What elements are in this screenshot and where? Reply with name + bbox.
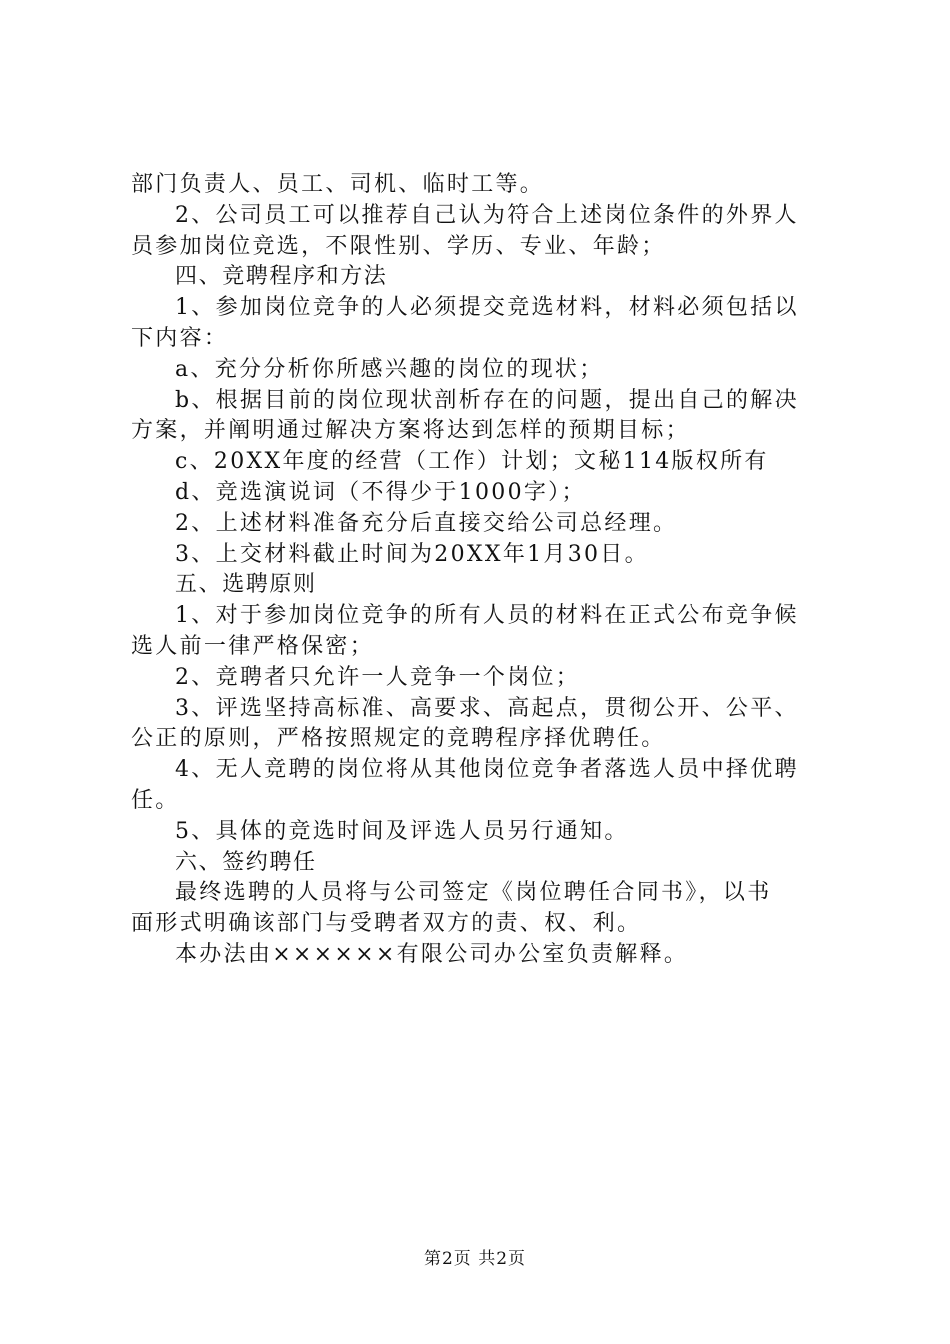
paragraph-line: 3、上交材料截止时间为20XX年1月30日。	[175, 541, 649, 567]
paragraph-line: 3、评选坚持高标准、高要求、高起点，贯彻公开、公平、	[175, 695, 799, 721]
section-heading: 六、签约聘任	[175, 849, 317, 875]
section-heading: 五、选聘原则	[175, 572, 317, 598]
paragraph-line: 下内容：	[131, 325, 229, 351]
paragraph-line: 1、参加岗位竞争的人必须提交竞选材料，材料必须包括以	[175, 295, 799, 321]
paragraph-line: 5、具体的竞选时间及评选人员另行通知。	[175, 818, 629, 844]
paragraph-line: 本办法由××××××有限公司办公室负责解释。	[175, 941, 689, 967]
paragraph-line: 2、上述材料准备充分后直接交给公司总经理。	[175, 510, 678, 536]
paragraph-line: 员参加岗位竞选，不限性别、学历、专业、年龄；	[131, 233, 666, 259]
paragraph-line: 公正的原则，严格按照规定的竞聘程序择优聘任。	[131, 726, 666, 752]
paragraph-line: c、20XX年度的经营（工作）计划；文秘114版权所有	[175, 449, 769, 475]
paragraph-line: 2、公司员工可以推荐自己认为符合上述岗位条件的外界人	[175, 202, 799, 228]
paragraph-line: d、竞选演说词（不得少于1000字）；	[175, 479, 586, 505]
paragraph-line: 2、竞聘者只允许一人竞争一个岗位；	[175, 664, 581, 690]
page-number-footer: 第2页 共2页	[423, 1249, 527, 1269]
document-body	[131, 170, 831, 971]
paragraph-line: 最终选聘的人员将与公司签定《岗位聘任合同书》，以书	[175, 880, 772, 906]
paragraph-line: 方案，并阐明通过解决方案将达到怎样的预期目标；	[131, 418, 690, 444]
paragraph-line: b、根据目前的岗位现状剖析存在的问题，提出自己的解决	[175, 387, 799, 413]
paragraph-line: 4、无人竞聘的岗位将从其他岗位竞争者落选人员中择优聘	[175, 757, 799, 783]
section-heading: 四、竞聘程序和方法	[175, 264, 388, 290]
paragraph-line: 1、对于参加岗位竞争的所有人员的材料在正式公布竞争候	[175, 603, 799, 629]
paragraph-line: a、充分分析你所感兴趣的岗位的现状；	[175, 356, 604, 382]
paragraph-line: 选人前一律严格保密；	[131, 633, 375, 659]
paragraph-line: 面形式明确该部门与受聘者双方的责、权、利。	[131, 911, 642, 937]
paragraph-line: 部门负责人、员工、司机、临时工等。	[131, 172, 545, 197]
paragraph-line: 任。	[131, 787, 180, 813]
